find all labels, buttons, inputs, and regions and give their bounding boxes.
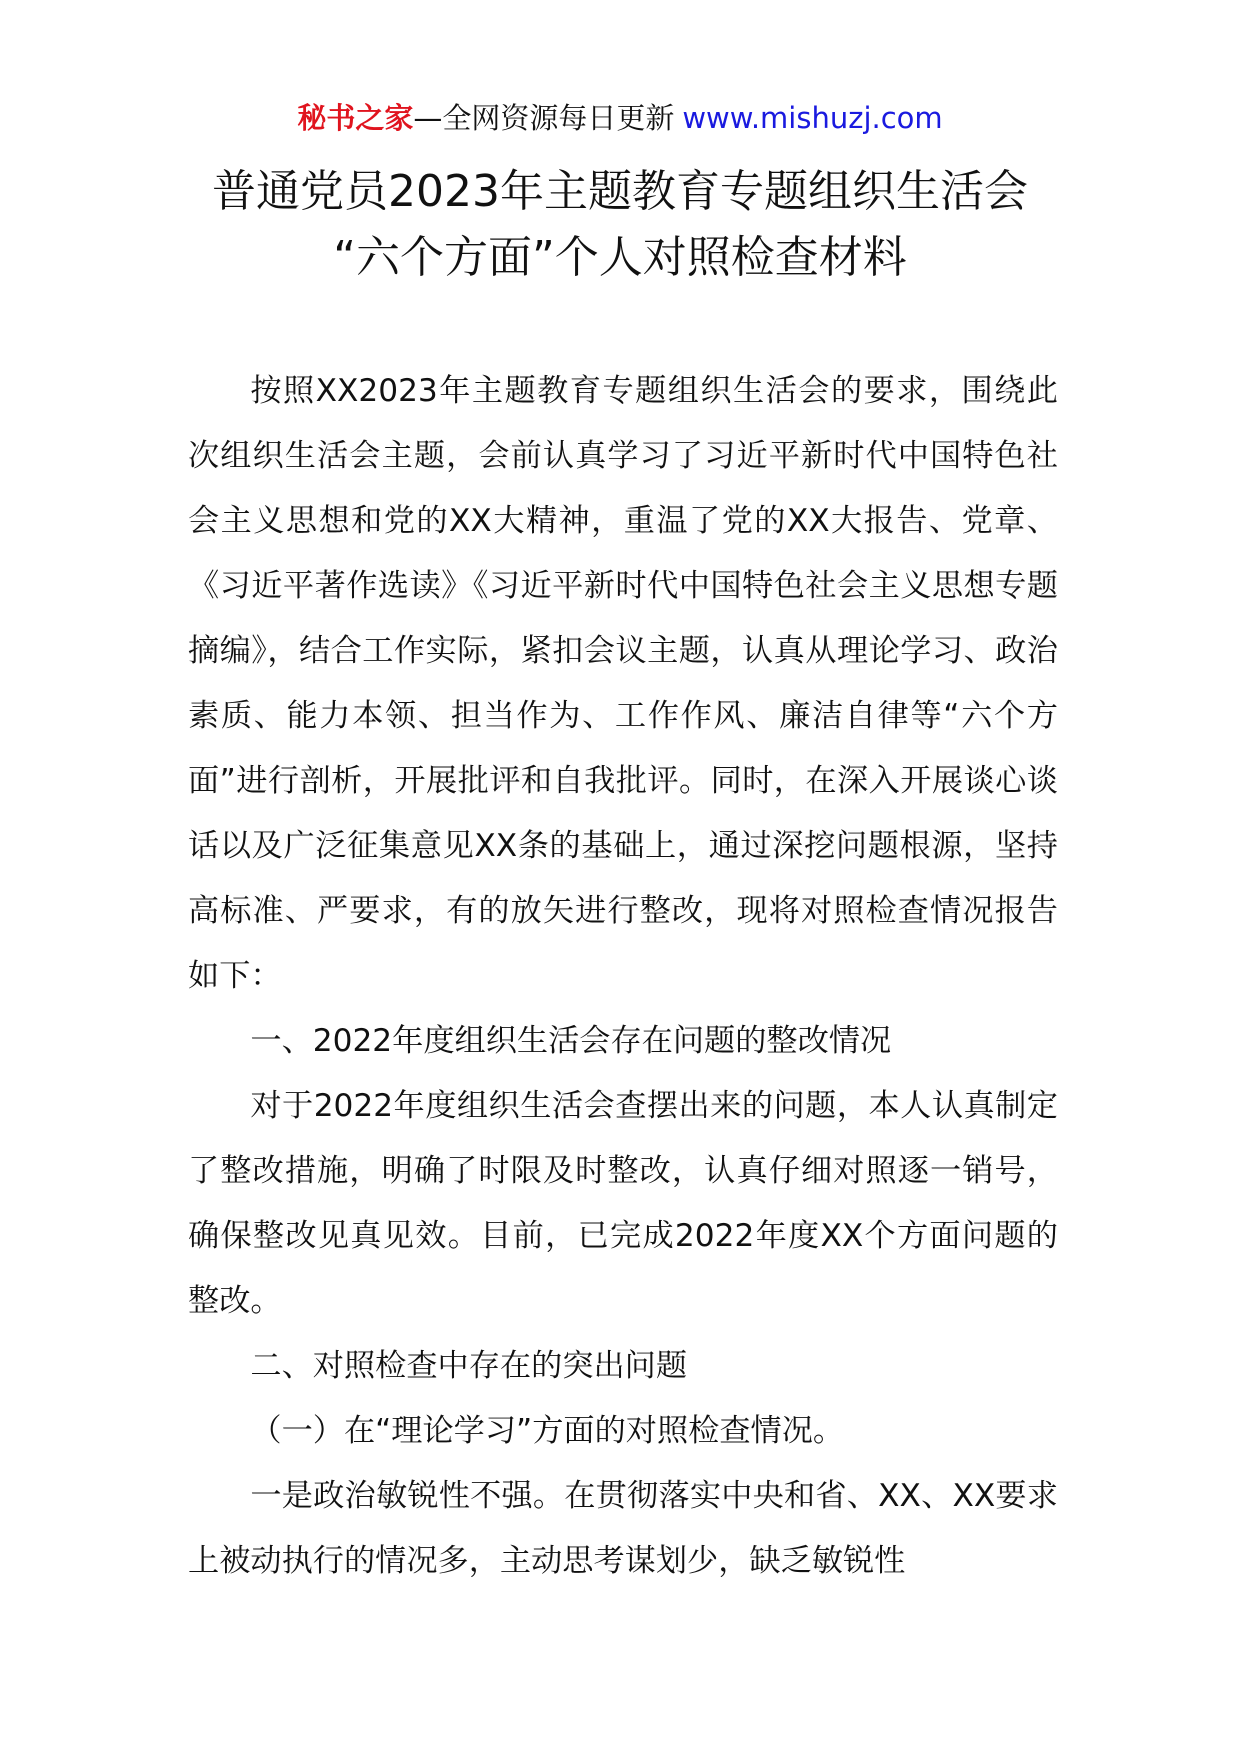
section-heading-1: 一、2022年度组织生活会存在问题的整改情况 xyxy=(250,1023,892,1059)
site-slogan: —全网资源每日更新 xyxy=(413,101,675,135)
point-1-paragraph: 一是政治敏锐性不强。在贯彻落实中央和省、XX、XX要求上被动执行的情况多，主动思考谋划少，缺乏敏锐性 xyxy=(188,1478,1058,1579)
document-title-line-1: 普通党员2023年主题教育专题组织生活会 xyxy=(212,166,1028,217)
site-url-link[interactable]: www.mishuzj.com xyxy=(682,101,943,135)
document-title-line-2: “六个方面”个人对照检查材料 xyxy=(333,232,907,283)
brand-name: 秘书之家 xyxy=(297,101,414,135)
site-header xyxy=(0,98,1240,138)
document-body xyxy=(188,359,1058,1594)
section-1-paragraph: 对于2022年度组织生活会查摆出来的问题，本人认真制定了整改措施，明确了时限及时整改，认真仔细对照逐一销号，确保整改见真见效。目前，已完成2022年度XX个方面问题的整改。 xyxy=(188,1088,1058,1319)
subsection-heading-1: （一）在“理论学习”方面的对照检查情况。 xyxy=(250,1413,845,1449)
section-heading-2: 二、对照检查中存在的突出问题 xyxy=(250,1348,688,1384)
intro-paragraph: 按照XX2023年主题教育专题组织生活会的要求，围绕此次组织生活会主题，会前认真学习了习近平新时代中国特色社会主义思想和党的XX大精神，重温了党的XX大报告、党章、《习近平著作选读》《习近平新时代中国特色社会主义思想专题摘编》，结合工作实际，紧扣会议主题，认真从理论学习、政治素质、能力本领、担当作为、工作作风、廉洁自律等“六个方面”进行剖析，开展批评和自我批评。同时，在深入开展谈心谈话以及广泛征集意见XX条的基础上，通过深挖问题根源，坚持高标准、严要求，有的放矢进行整改，现将对照检查情况报告如下： xyxy=(188,373,1058,994)
